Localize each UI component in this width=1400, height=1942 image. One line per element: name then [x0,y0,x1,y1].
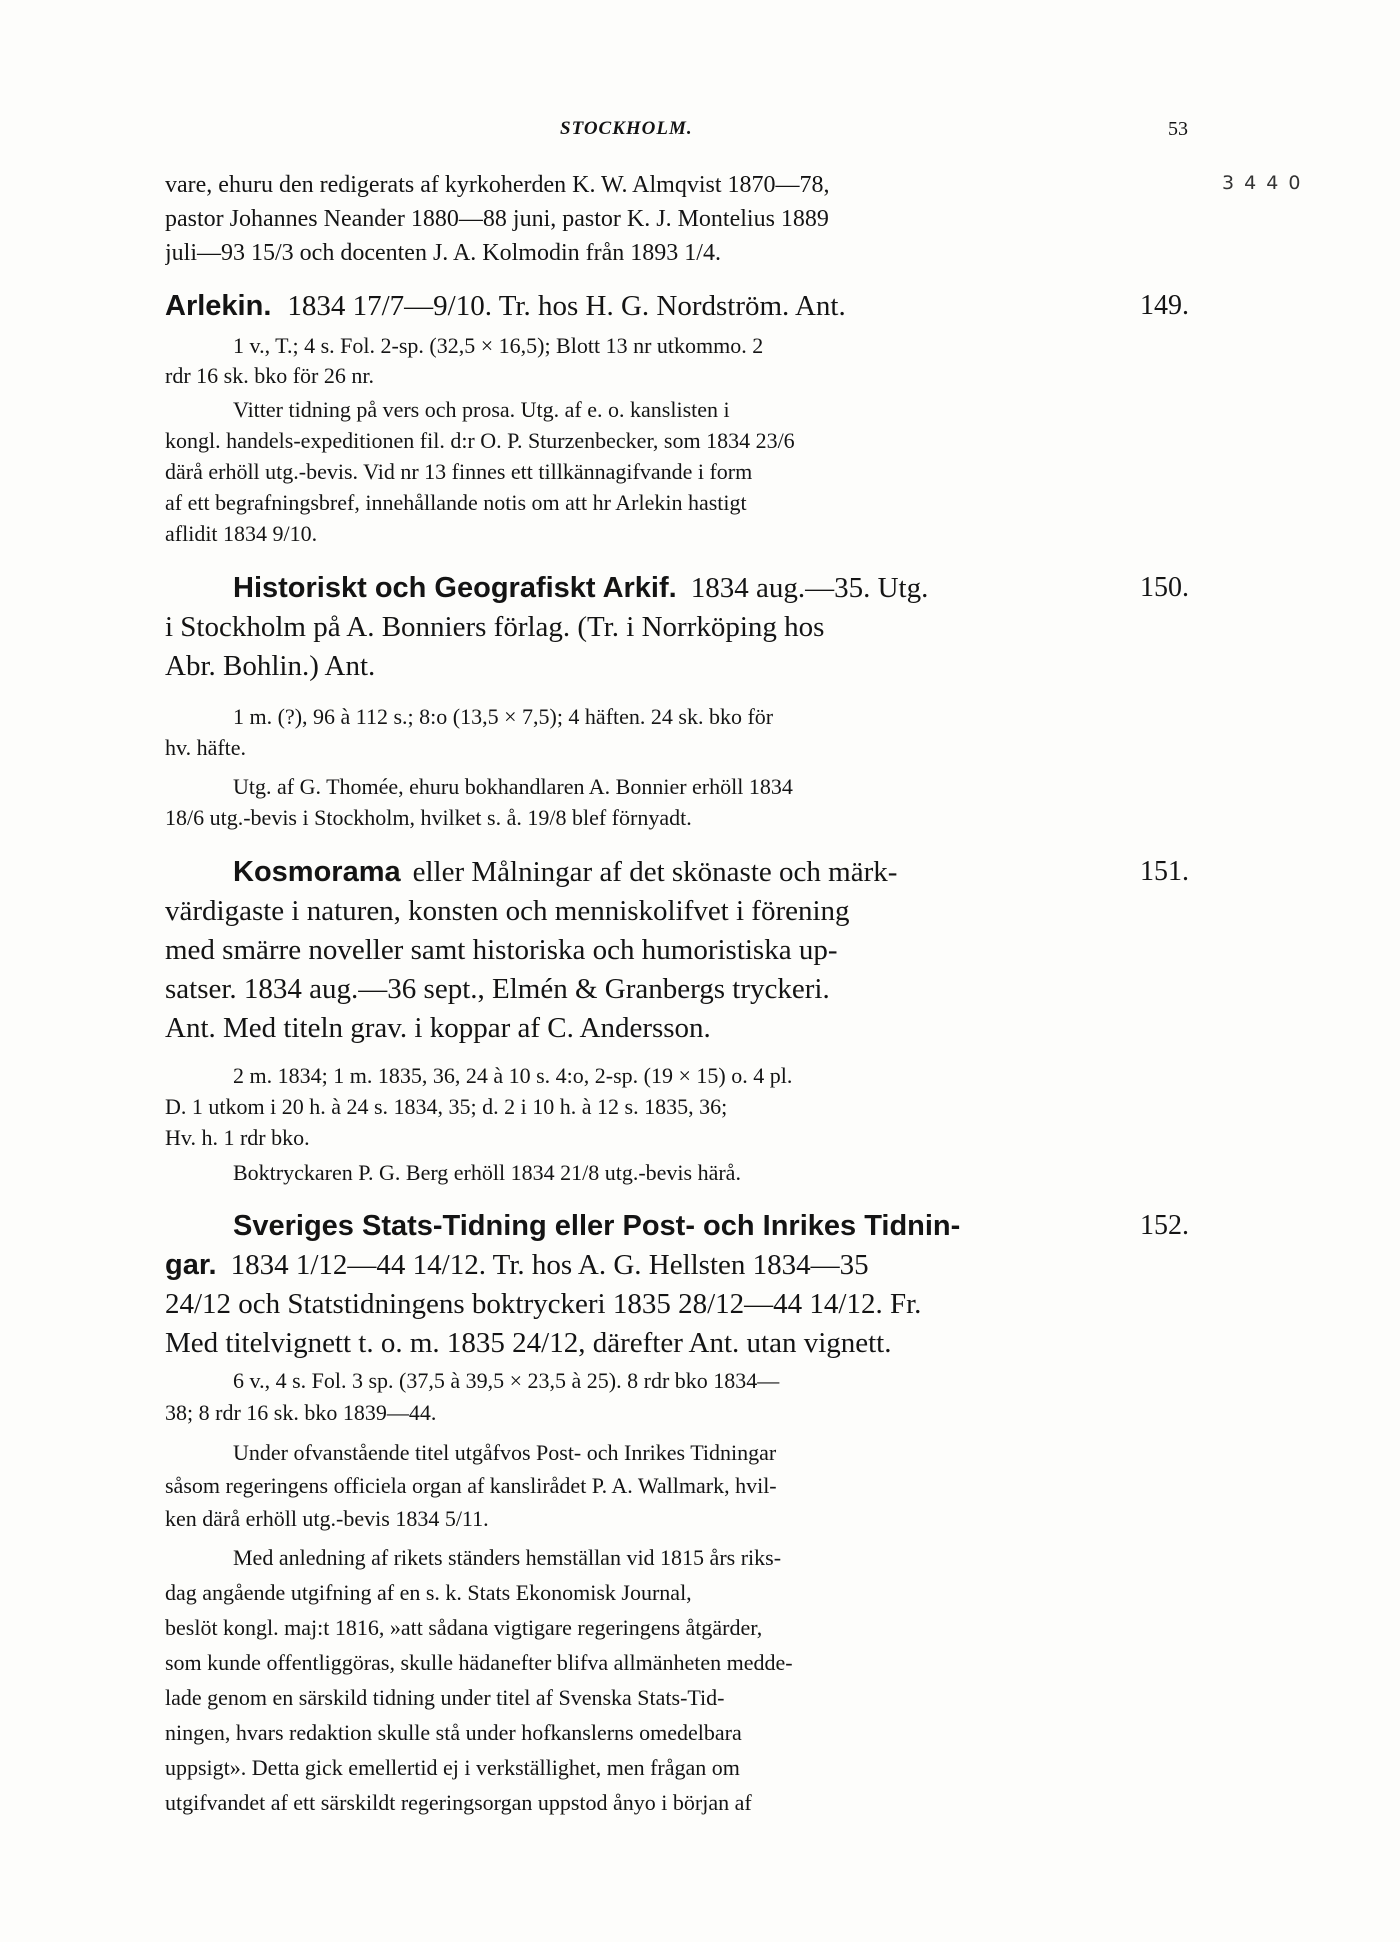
entry-head-line: med smärre noveller samt historiska och humoristiska up- [165,934,838,966]
entry-detail-line: 6 v., 4 s. Fol. 3 sp. (37,5 à 39,5 × 23,5 à 25). 8 rdr bko 1834— [233,1368,780,1393]
entry-151-heading [233,856,1133,889]
entry-detail-line: 1 v., T.; 4 s. Fol. 2-sp. (32,5 × 16,5); Blott 13 nr utkommo. 2 [233,333,764,358]
entry-note-line: 18/6 utg.-bevis i Stockholm, hvilket s. å. 19/8 blef förnyadt. [165,805,692,830]
entry-152-heading [165,1249,1195,1282]
entry-note-line: aflidit 1834 9/10. [165,521,318,546]
entry-note-line: Utg. af G. Thomée, ehuru bokhandlaren A. Bonnier erhöll 1834 [233,774,793,799]
entry-number: 151. [1140,856,1189,887]
entry-head-line: Ant. Med titeln grav. i koppar af C. Andersson. [165,1012,711,1044]
entry-detail-line: rdr 16 sk. bko för 26 nr. [165,363,374,388]
running-head: STOCKHOLM. [560,118,693,139]
entry-head-rest: 1834 17/7—9/10. Tr. hos H. G. Nordström. Ant. [287,290,846,322]
entry-note-line: Med anledning af rikets ständers hemställan vid 1815 års riks- [233,1545,782,1570]
entry-detail-line: 2 m. 1834; 1 m. 1835, 36, 24 à 10 s. 4:o, 2-sp. (19 × 15) o. 4 pl. [233,1063,793,1088]
handwritten-margin-note: 3 4 4 0 [1222,172,1303,194]
entry-title: Historiskt och Geografiskt Arkif. [233,572,677,604]
intro-line: juli—93 15/3 och docenten J. A. Kolmodin från 1893 1/4. [165,240,721,266]
entry-detail-line: hv. häfte. [165,735,247,760]
entry-note-line: uppsigt». Detta gick emellertid ej i verkställighet, men frågan om [165,1755,740,1780]
intro-line: vare, ehuru den redigerats af kyrkoherden K. W. Almqvist 1870—78, [165,172,830,198]
entry-note-line: utgifvandet af ett särskildt regeringsorgan uppstod ånyo i början af [165,1790,752,1815]
entry-head-line: Abr. Bohlin.) Ant. [165,650,376,682]
entry-number: 149. [1140,290,1189,321]
entry-head-line: värdigaste i naturen, konsten och menniskolifvet i förening [165,895,850,927]
entry-head-line: satser. 1834 aug.—36 sept., Elmén & Granbergs tryckeri. [165,973,830,1005]
entry-head-rest: 1834 aug.—35. Utg. [690,572,929,604]
entry-detail-line: Hv. h. 1 rdr bko. [165,1125,310,1150]
entry-detail-line: 38; 8 rdr 16 sk. bko 1839—44. [165,1400,437,1425]
entry-title: Kosmorama [233,856,401,888]
entry-note-line: af ett begrafningsbref, innehållande notis om att hr Arlekin hastigt [165,490,747,515]
intro-line: pastor Johannes Neander 1880—88 juni, pastor K. J. Montelius 1889 [165,206,829,232]
page-number: 53 [1168,118,1188,140]
entry-detail-line: 1 m. (?), 96 à 112 s.; 8:o (13,5 × 7,5); 4 häften. 24 sk. bko för [233,704,774,729]
entry-note-line: som kunde offentliggöras, skulle hädanefter blifva allmänheten medde- [165,1650,793,1675]
entry-number: 152. [1140,1210,1189,1241]
entry-149-heading [165,290,1125,323]
entry-detail-line: D. 1 utkom i 20 h. à 24 s. 1834, 35; d. 2 i 10 h. à 12 s. 1835, 36; [165,1094,728,1119]
entry-note-line: lade genom en särskild tidning under titel af Svenska Stats-Tid- [165,1685,725,1710]
entry-title: Arlekin. [165,290,272,322]
entry-note-line: därå erhöll utg.-bevis. Vid nr 13 finnes ett tillkännagifvande i form [165,459,753,484]
entry-title: gar. [165,1249,217,1281]
entry-152-title-line: Sveriges Stats-Tidning eller Post- och Inrikes Tidnin- [233,1210,961,1242]
entry-head-line: 24/12 och Statstidningens boktryckeri 1835 28/12—44 14/12. Fr. [165,1288,922,1320]
entry-note-line: såsom regeringens officiela organ af kanslirådet P. A. Wallmark, hvil- [165,1473,777,1498]
entry-number: 150. [1140,572,1189,603]
entry-head-line: i Stockholm på A. Bonniers förlag. (Tr. i Norrköping hos [165,611,825,643]
entry-150-heading [233,572,1133,605]
entry-note-line: Under ofvanstående titel utgåfvos Post- och Inrikes Tidningar [233,1440,777,1465]
entry-note-line: ken därå erhöll utg.-bevis 1834 5/11. [165,1506,489,1531]
entry-head-rest: 1834 1/12—44 14/12. Tr. hos A. G. Hellsten 1834—35 [230,1249,869,1281]
entry-note-line: Vitter tidning på vers och prosa. Utg. af e. o. kanslisten i [233,397,730,422]
entry-head-line: Med titelvignett t. o. m. 1835 24/12, därefter Ant. utan vignett. [165,1327,892,1359]
entry-head-rest: eller Målningar af det skönaste och märk- [412,856,898,888]
entry-note-line: ningen, hvars redaktion skulle stå under hofkanslerns omedelbara [165,1720,742,1745]
entry-note-line: dag angående utgifning af en s. k. Stats Ekonomisk Journal, [165,1580,692,1605]
entry-note-line: beslöt kongl. maj:t 1816, »att sådana vigtigare regeringens åtgärder, [165,1615,763,1640]
entry-note-line: kongl. handels-expeditionen fil. d:r O. P. Sturzenbecker, som 1834 23/6 [165,428,795,453]
entry-note-line: Boktryckaren P. G. Berg erhöll 1834 21/8 utg.-bevis härå. [233,1160,741,1185]
